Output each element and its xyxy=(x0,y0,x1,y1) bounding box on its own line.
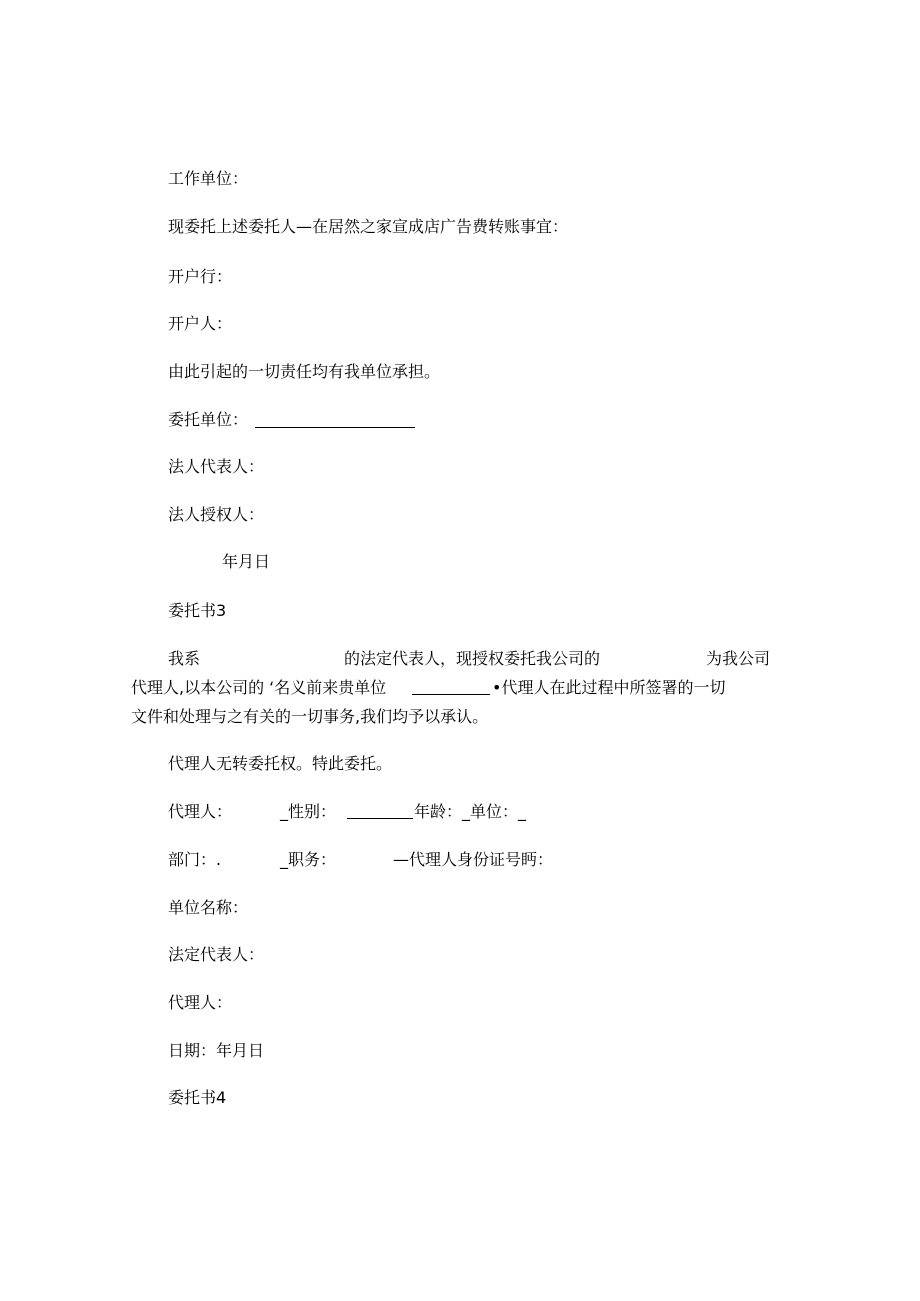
work-unit-field: 工作单位： xyxy=(168,169,249,188)
gender-blank xyxy=(347,818,413,819)
no-transfer-line: 代理人无转委托权。特此委托。 xyxy=(168,754,393,773)
letter3-title: 委托书3 xyxy=(168,601,227,620)
para-p3: 文件和处理与之有关的一切事务,我们均予以承认。 xyxy=(131,707,489,726)
purpose-blank xyxy=(412,694,490,695)
para-p1-a: 我系 xyxy=(168,649,201,668)
unit-name-field: 单位名称： xyxy=(168,898,249,917)
bank-field: 开户行： xyxy=(168,267,233,286)
responsibility-line: 由此引起的一切责任均有我单位承担。 xyxy=(168,362,441,381)
entrusting-unit-blank xyxy=(255,427,415,428)
para-p2-b: •代理人在此过程中所签署的一切 xyxy=(492,678,726,697)
para-p1-c: 为我公司 xyxy=(706,649,771,668)
age-unit-label: 年龄：_单位：_ xyxy=(414,802,527,821)
agent2-field: 代理人： xyxy=(168,993,233,1012)
date-ymd-line: 年月日 xyxy=(222,552,271,571)
entrusting-unit-field: 委托单位： xyxy=(168,410,249,429)
legal-authorized-field: 法人授权人： xyxy=(168,505,265,524)
dept-label: 部门：. xyxy=(168,850,222,869)
agent-label: 代理人： xyxy=(168,802,233,821)
legal-rep2-field: 法定代表人： xyxy=(168,945,265,964)
account-holder-field: 开户人： xyxy=(168,314,233,333)
position-label: _职务： xyxy=(280,850,337,869)
para-p1-b: 的法定代表人，现授权委托我公司的 xyxy=(344,649,601,668)
gender-label: _性别： xyxy=(280,802,337,821)
letter4-title: 委托书4 xyxy=(168,1088,227,1107)
date-full-field: 日期：年月日 xyxy=(168,1041,265,1060)
entrust-matter-line: 现委托上述委托人—在居然之家宣成店广告费转账事宜： xyxy=(168,217,569,236)
para-p2-a: 代理人,以本公司的 ‘名义前来贵单位 xyxy=(131,678,387,697)
id-label: —代理人身份证号眄： xyxy=(393,850,554,869)
legal-rep-field: 法人代表人： xyxy=(168,457,265,476)
